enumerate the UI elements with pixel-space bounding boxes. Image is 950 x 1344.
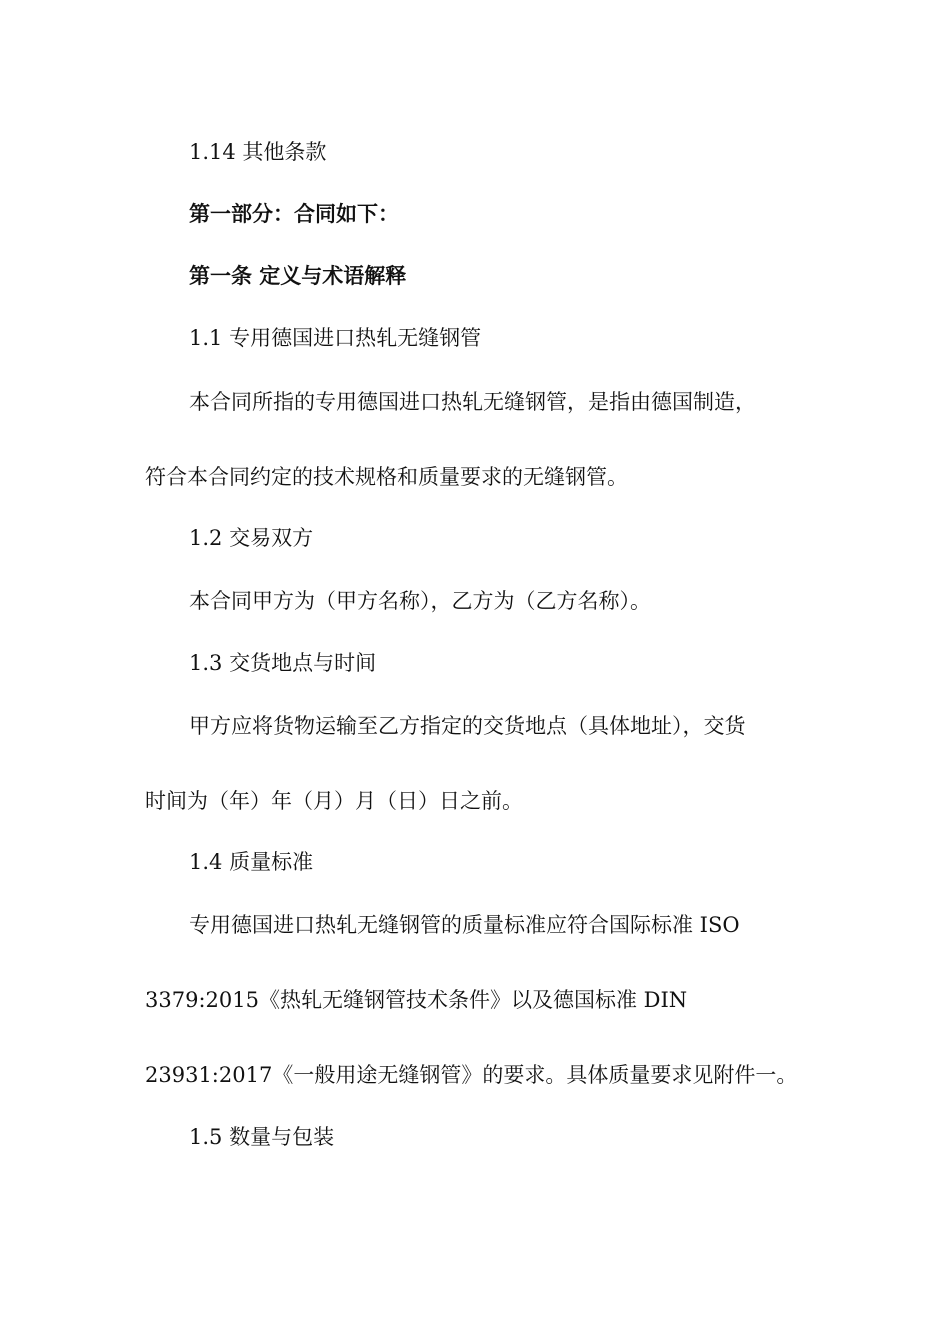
- paragraph-line: 甲方应将货物运输至乙方指定的交货地点（具体地址），交货: [189, 714, 746, 738]
- paragraph-line: 本合同所指的专用德国进口热轧无缝钢管，是指由德国制造，: [189, 390, 756, 414]
- paragraph-line: 3379:2015《热轧无缝钢管技术条件》以及德国标准 DIN: [145, 988, 688, 1012]
- paragraph-line: 本合同甲方为（甲方名称），乙方为（乙方名称）。: [189, 589, 651, 613]
- part-heading: 第一部分：合同如下：: [189, 202, 399, 226]
- paragraph-line: 时间为（年）年（月）月（日）日之前。: [145, 789, 523, 813]
- clause-heading: 1.4 质量标准: [189, 850, 314, 874]
- clause-heading: 1.3 交货地点与时间: [189, 651, 377, 675]
- clause-heading: 1.5 数量与包装: [189, 1125, 335, 1149]
- section-heading: 1.14 其他条款: [189, 140, 327, 164]
- article-heading: 第一条 定义与术语解释: [189, 264, 407, 288]
- paragraph-line: 23931:2017《一般用途无缝钢管》的要求。具体质量要求见附件一。: [145, 1063, 798, 1087]
- clause-heading: 1.1 专用德国进口热轧无缝钢管: [189, 326, 482, 350]
- paragraph-line: 专用德国进口热轧无缝钢管的质量标准应符合国际标准 ISO: [189, 913, 740, 937]
- paragraph-line: 符合本合同约定的技术规格和质量要求的无缝钢管。: [145, 465, 628, 489]
- clause-heading: 1.2 交易双方: [189, 526, 314, 550]
